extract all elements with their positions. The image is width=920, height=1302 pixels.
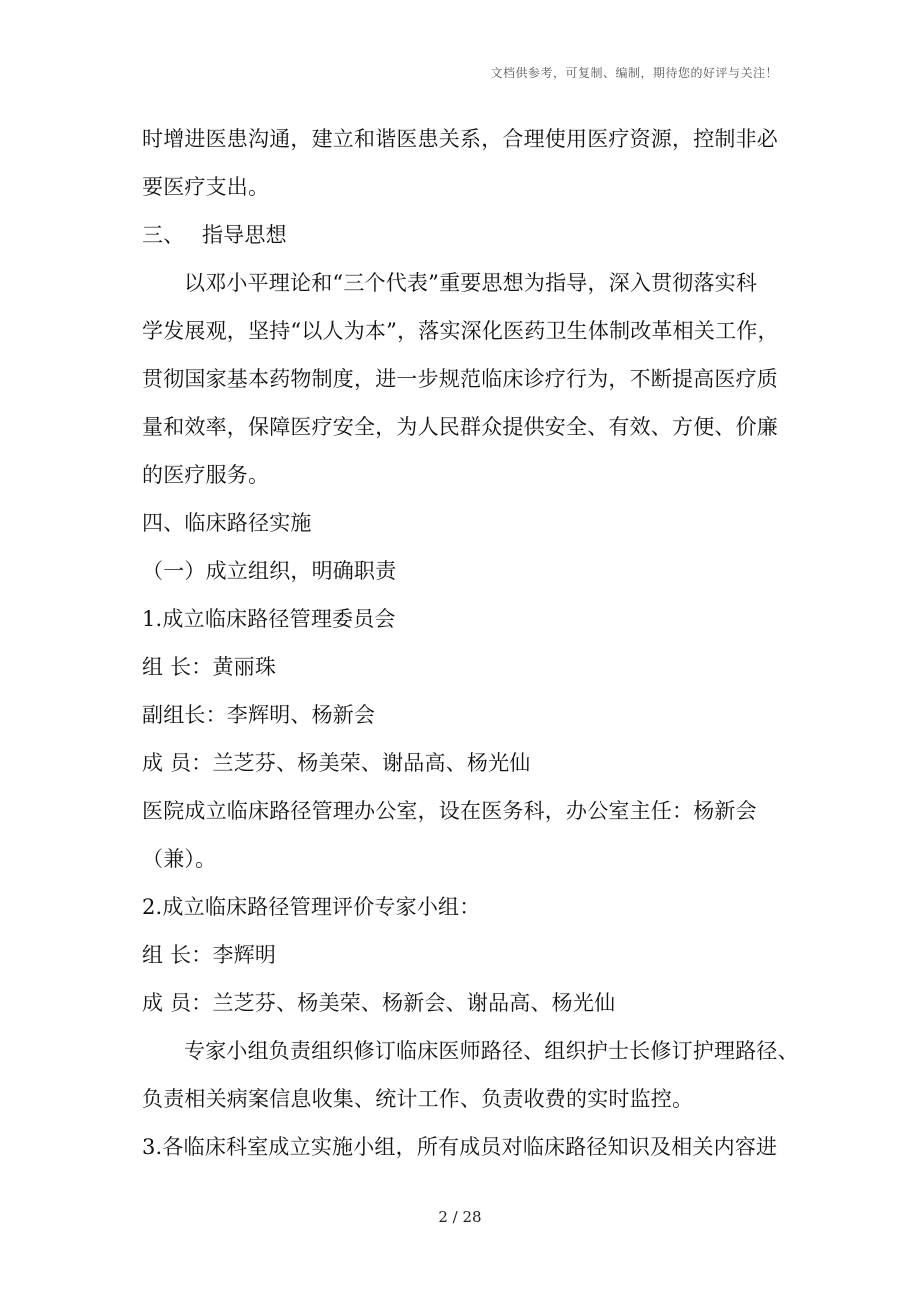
body-line: 要医疗支出。	[142, 175, 270, 199]
body-line: 负责相关病案信息收集、统计工作、负责收费的实时监控。	[142, 1087, 694, 1111]
member-line: 副组长：李辉明、杨新会	[142, 703, 376, 727]
body-line: 学发展观，坚持“以人为本”，落实深化医药卫生体制改革相关工作，	[142, 319, 779, 343]
body-line: （兼）。	[142, 847, 217, 871]
member-line: 组 长：李辉明	[142, 943, 277, 967]
header-note: 文档供参考，可复制、编制，期待您的好评与关注！	[490, 66, 778, 80]
body-line: 以邓小平理论和“三个代表”重要思想为指导，深入贯彻落实科	[184, 271, 758, 295]
member-line: 组 长：黄丽珠	[142, 655, 277, 679]
section-heading: 三、 指导思想	[142, 223, 287, 247]
body-line: 量和效率，保障医疗安全，为人民群众提供安全、有效、方便、价廉	[142, 415, 778, 439]
list-heading: 2.成立临床路径管理评价专家小组：	[142, 895, 481, 919]
body-line: 贯彻国家基本药物制度，进一步规范临床诊疗行为，不断提高医疗质	[142, 367, 778, 391]
section-heading: 四、临床路径实施	[142, 511, 312, 535]
body-line: 医院成立临床路径管理办公室，设在医务科，办公室主任：杨新会	[142, 799, 757, 823]
list-heading: 1.成立临床路径管理委员会	[142, 607, 396, 631]
subsection-heading: （一）成立组织，明确职责	[142, 559, 397, 583]
body-line: 时增进医患沟通，建立和谐医患关系，合理使用医疗资源，控制非必	[142, 127, 778, 151]
member-line: 成 员：兰芝芬、杨美荣、谢品高、杨光仙	[142, 751, 531, 775]
body-line: 专家小组负责组织修订临床医师路径、组织护士长修订护理路径、	[184, 1039, 799, 1063]
list-heading: 3.各临床科室成立实施小组，所有成员对临床路径知识及相关内容进	[142, 1135, 778, 1159]
member-line: 成 员：兰芝芬、杨美荣、杨新会、谢品高、杨光仙	[142, 991, 616, 1015]
body-line: 的医疗服务。	[142, 463, 270, 487]
page-number: 2 / 28	[438, 1208, 482, 1226]
